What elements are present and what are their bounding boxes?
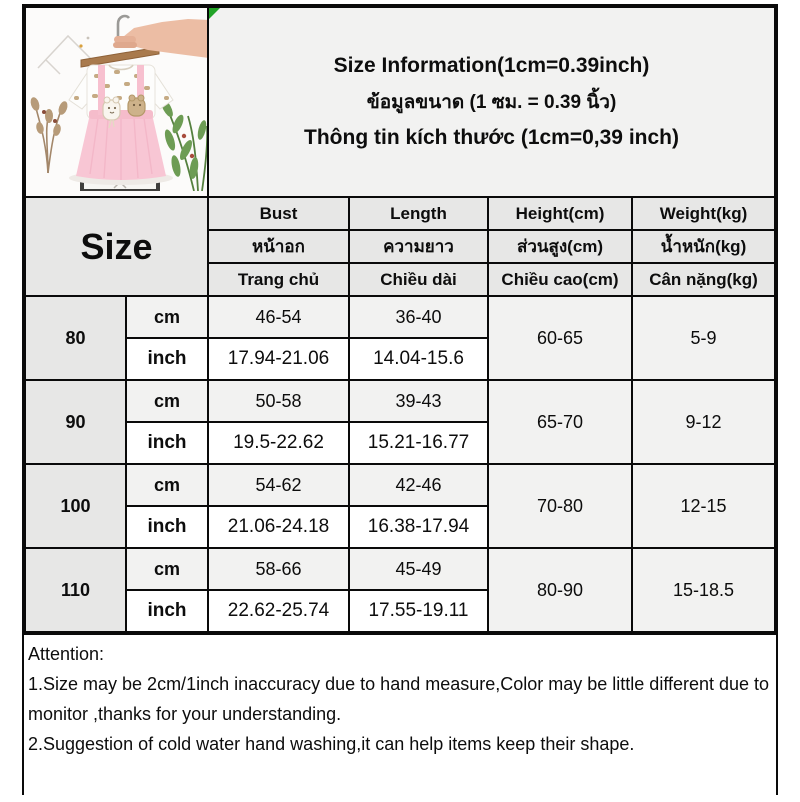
attention-heading: Attention: [28, 644, 105, 664]
unit-cm: cm [126, 464, 208, 506]
size-label-100: 100 [25, 464, 126, 548]
col-header-height-en: Height(cm) [488, 197, 632, 230]
bust-inch-80: 17.94-21.06 [208, 338, 349, 380]
unit-inch: inch [126, 506, 208, 548]
length-inch-90: 15.21-16.77 [349, 422, 488, 464]
unit-inch: inch [126, 422, 208, 464]
bust-inch-100: 21.06-24.18 [208, 506, 349, 548]
col-header-weight-en: Weight(kg) [632, 197, 775, 230]
table-row [25, 464, 775, 506]
size-label-110: 110 [25, 548, 126, 632]
bust-cm-90: 50-58 [208, 380, 349, 422]
bust-inch-110: 22.62-25.74 [208, 590, 349, 632]
unit-inch: inch [126, 338, 208, 380]
unit-cm: cm [126, 380, 208, 422]
unit-cm: cm [126, 548, 208, 590]
col-header-height-th: ส่วนสูง(cm) [488, 230, 632, 263]
unit-inch: inch [126, 590, 208, 632]
col-header-weight-th: น้ำหนัก(kg) [632, 230, 775, 263]
col-header-length-vi: Chiều dài [349, 263, 488, 296]
height-90: 65-70 [488, 380, 632, 464]
size-header: Size [25, 197, 208, 296]
length-inch-110: 17.55-19.11 [349, 590, 488, 632]
bust-cm-100: 54-62 [208, 464, 349, 506]
attention-note-2: 2.Suggestion of cold water hand washing,it can help items keep their shape. [28, 734, 635, 754]
attention-note-1: 1.Size may be 2cm/1inch inaccuracy due to hand measure,Color may be little different due to monitor ,thanks for your understanding. [28, 674, 770, 724]
col-header-length-th: ความยาว [349, 230, 488, 263]
height-80: 60-65 [488, 296, 632, 380]
col-header-bust-th: หน้าอก [208, 230, 349, 263]
unit-cm: cm [126, 296, 208, 338]
length-inch-100: 16.38-17.94 [349, 506, 488, 548]
size-table [24, 6, 776, 633]
col-header-bust-en: Bust [208, 197, 349, 230]
product-photo [26, 8, 208, 191]
table-row [25, 548, 775, 590]
col-header-weight-vi: Cân nặng(kg) [632, 263, 775, 296]
title-cell [208, 7, 775, 197]
title-english: Size Information(1cm=0.39inch) [333, 54, 650, 77]
col-header-height-vi: Chiều cao(cm) [488, 263, 632, 296]
weight-110: 15-18.5 [632, 548, 775, 632]
table-row [25, 296, 775, 338]
attention-section [24, 633, 776, 802]
col-header-length-en: Length [349, 197, 488, 230]
length-cm-80: 36-40 [349, 296, 488, 338]
weight-90: 9-12 [632, 380, 775, 464]
length-cm-100: 42-46 [349, 464, 488, 506]
title-vietnamese: Thông tin kích thước (1cm=0,39 inch) [304, 126, 679, 149]
length-cm-90: 39-43 [349, 380, 488, 422]
col-header-bust-vi: Trang chủ [208, 263, 349, 296]
height-110: 80-90 [488, 548, 632, 632]
table-row [25, 380, 775, 422]
size-chart-frame [22, 4, 778, 795]
bust-cm-110: 58-66 [208, 548, 349, 590]
length-inch-80: 14.04-15.6 [349, 338, 488, 380]
size-label-80: 80 [25, 296, 126, 380]
length-cm-110: 45-49 [349, 548, 488, 590]
bust-cm-80: 46-54 [208, 296, 349, 338]
weight-100: 12-15 [632, 464, 775, 548]
height-100: 70-80 [488, 464, 632, 548]
excel-corner-flag-icon [209, 8, 220, 19]
product-photo-cell [25, 7, 208, 197]
bust-inch-90: 19.5-22.62 [208, 422, 349, 464]
size-label-90: 90 [25, 380, 126, 464]
title-thai: ข้อมูลขนาด (1 ซม. = 0.39 นิ้ว) [366, 92, 617, 113]
weight-80: 5-9 [632, 296, 775, 380]
